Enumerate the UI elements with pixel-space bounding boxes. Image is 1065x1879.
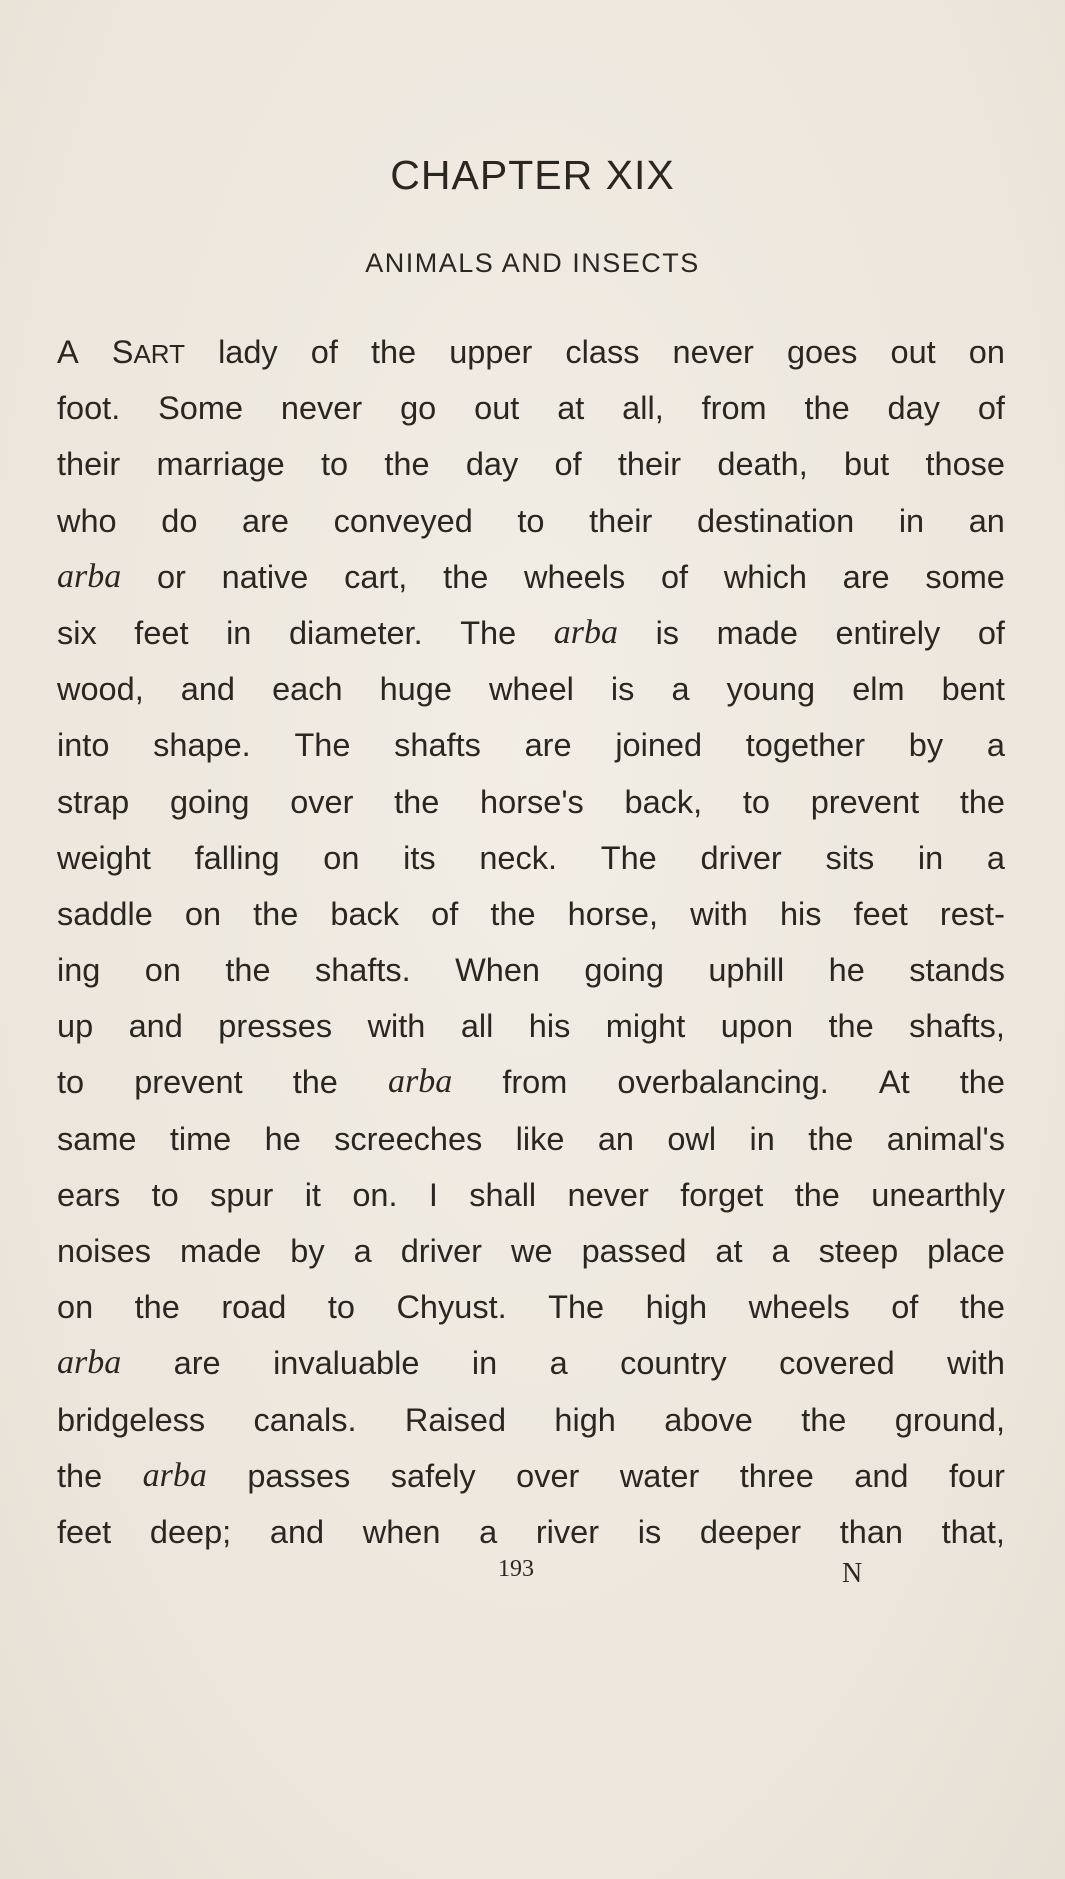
word: time [169,1120,232,1157]
word: on [323,839,360,876]
word: are [842,558,890,595]
word: the [801,1401,847,1438]
word: shape. [153,727,251,764]
word: the [394,783,440,820]
text-line [57,1504,1005,1560]
word: passed [581,1233,687,1269]
text-line [57,324,1005,380]
word: the [253,895,299,932]
word: some [925,558,1005,595]
word: with [367,1008,426,1045]
word: going [169,783,250,820]
word: destination [696,502,855,539]
word: The [294,727,351,764]
word: the [959,1064,1005,1101]
text-line [57,998,1005,1054]
word: the [804,390,850,427]
chapter-title: CHAPTER XIX [390,152,675,198]
word: on [968,334,1005,370]
word: the [384,446,430,483]
word: bent [941,671,1005,708]
word: from [502,1064,568,1101]
word: sits [825,839,875,876]
word: driver [400,1233,483,1269]
word: never [672,334,754,370]
word: of [431,895,459,932]
word: prevent [134,1064,243,1101]
signature-mark: N [842,1558,863,1589]
word: same [57,1120,137,1157]
word: is [655,614,680,651]
word: shafts [394,727,481,764]
italic-word: arba [387,1063,453,1101]
word: At [878,1064,910,1101]
word: we [511,1233,553,1269]
word: a [771,1233,790,1269]
word: horse, [567,895,658,932]
word: animal's [886,1120,1005,1157]
text-line [57,493,1005,549]
word: strap [57,783,130,820]
word: who [57,502,117,539]
word: young [726,671,816,708]
word: on [57,1289,94,1326]
word: never [567,1176,649,1213]
word: deeper [699,1513,802,1550]
word: horse's [480,783,584,820]
word: canals. [253,1401,357,1438]
word: their [589,502,653,539]
word: saddle [57,895,153,932]
word: The [600,839,657,876]
word: in [749,1120,775,1157]
word: his [528,1008,571,1045]
word: I [428,1176,438,1213]
word: by [290,1233,325,1269]
word: out [474,390,520,427]
word: elm [852,671,905,708]
word: but [844,446,890,483]
word: road [221,1289,287,1326]
word: going [584,952,664,989]
word: a [671,671,690,708]
text-line [57,380,1005,436]
word: four [948,1457,1005,1494]
word: wheels [524,558,626,595]
word: river [535,1513,600,1550]
word: all [460,1008,494,1045]
word: he [828,952,865,989]
text-line [57,1111,1005,1167]
word: the [134,1289,180,1326]
word: invaluable [273,1345,420,1382]
word: the [794,1176,840,1213]
word: of [310,334,338,370]
word: upper [449,334,533,370]
word: of [977,614,1005,651]
word: made [179,1233,262,1269]
word: when [362,1513,441,1550]
word: ground, [894,1401,1005,1438]
body-paragraph [57,324,1005,1560]
text-line [57,1279,1005,1335]
word: a [986,727,1005,764]
word: are [524,727,572,764]
word: back, [624,783,703,820]
text-line [57,717,1005,773]
text-line [57,1448,1005,1504]
word: do [161,502,198,539]
word: The [548,1289,605,1326]
word: a [549,1345,568,1382]
text-line [57,1335,1005,1391]
word: death, [717,446,808,483]
word: a [479,1513,498,1550]
word: SART [111,334,185,370]
word: ears [57,1176,121,1213]
word: conveyed [333,502,473,539]
word: above [664,1401,753,1438]
word: which [723,558,807,595]
word: into [57,727,110,764]
word: the [828,1008,874,1045]
word: he [264,1120,301,1157]
word: cart, [344,558,408,595]
word: six [57,614,97,651]
word: unearthly [871,1176,1005,1213]
word: and [180,671,236,708]
word: or [156,558,186,595]
text-line [57,1167,1005,1223]
word: neck. [479,839,558,876]
word: the [443,558,489,595]
word: water [619,1457,700,1494]
word: to [151,1176,179,1213]
word: their [617,446,682,483]
text-line [57,1054,1005,1110]
word: feet [853,895,908,932]
word: foot. [57,390,121,427]
word: Chyust. [396,1289,507,1326]
word: uphill [708,952,785,989]
word: three [739,1457,814,1494]
word: Raised [404,1401,507,1438]
word: at [557,390,585,427]
word: presses [218,1008,333,1045]
word: marriage [156,446,285,483]
italic-word: arba [142,1456,207,1494]
word: the [490,895,536,932]
word: screeches [334,1120,483,1157]
text-line [57,549,1005,605]
word: A [57,334,79,370]
word: the [225,952,271,989]
word: owl [667,1120,717,1157]
word: the [370,334,417,370]
word: passes [247,1457,351,1494]
word: Some [158,390,244,427]
word: up [57,1008,94,1045]
text-line [57,605,1005,661]
word: all, [622,390,664,427]
text-line [57,942,1005,998]
text-line [57,1392,1005,1448]
word: in [471,1345,498,1382]
word: feet [134,614,189,651]
word: huge [379,671,452,708]
word: country [620,1345,727,1382]
word: to [517,502,545,539]
word: weight [57,839,151,876]
word: deep; [149,1513,232,1550]
page-number: 193 [498,1556,534,1582]
word: falling [194,839,280,876]
word: noises [57,1233,151,1269]
word: with [947,1345,1005,1382]
word: and [128,1008,183,1045]
word: upon [720,1008,794,1045]
word: a [353,1233,372,1269]
word: go [400,390,437,427]
word: to [57,1064,85,1101]
word: spur [210,1176,274,1213]
word: the [959,783,1005,820]
word: to [327,1289,355,1326]
word: day [465,446,519,483]
word: wheel [488,671,574,708]
word: When [455,952,540,989]
word: to [321,446,349,483]
word: bridgeless [57,1401,206,1438]
italic-word: arba [57,557,122,595]
word: out [890,334,936,370]
word: place [927,1233,1005,1269]
word: the [292,1064,338,1101]
italic-word: arba [553,613,618,651]
word: an [968,502,1005,539]
word: with [690,895,748,932]
word: each [272,671,343,708]
word: his [779,895,822,932]
word: are [242,502,290,539]
word: like [515,1120,565,1157]
text-line [57,774,1005,830]
word: shafts, [909,1008,1005,1045]
word: might [605,1008,686,1045]
word: entirely [835,614,941,651]
italic-word: arba [57,1344,122,1382]
word: are [173,1345,221,1382]
word: the [959,1289,1005,1326]
word: high [554,1401,616,1438]
word: covered [779,1345,895,1382]
section-title: ANIMALS AND INSECTS [365,248,700,278]
word: the [57,1457,103,1494]
word: feet [57,1513,112,1550]
text-line [57,1223,1005,1279]
word: in [898,502,925,539]
word: their [57,446,121,483]
word: a [986,839,1005,876]
word: prevent [810,783,920,820]
word: goes [786,334,858,370]
text-line [57,661,1005,717]
word: class [565,334,640,370]
word: to [742,783,770,820]
word: those [925,446,1005,483]
word: of [977,390,1005,427]
word: together [745,727,866,764]
word: of [891,1289,919,1326]
word: safely [390,1457,476,1494]
word: the [808,1120,854,1157]
word: rest- [939,895,1005,932]
word: from [701,390,767,427]
word: in [226,614,252,651]
word: steep [818,1233,899,1269]
word: The [460,614,517,651]
word: of [554,446,582,483]
word: native [221,558,309,595]
word: lady [218,334,278,370]
word: wheels [748,1289,850,1326]
word: wood, [57,671,144,708]
word: high [645,1289,708,1326]
word: ing [57,952,101,989]
word: diameter. [288,614,423,651]
word: driver [700,839,782,876]
word: is [610,671,635,708]
word: and [854,1457,909,1494]
word: on [144,952,181,989]
word: it [304,1176,321,1213]
word: than [839,1513,903,1550]
word: of [660,558,689,595]
word: that, [941,1513,1005,1550]
word: at [715,1233,743,1269]
word: an [597,1120,634,1157]
text-line [57,830,1005,886]
word: on. [352,1176,398,1213]
word: day [887,390,940,427]
word: stands [909,952,1005,989]
word: over [290,783,354,820]
word: its [403,839,436,876]
text-line [57,886,1005,942]
word: never [280,390,363,427]
word: shall [469,1176,537,1213]
word: in [917,839,944,876]
word: over [516,1457,580,1494]
word: and [269,1513,325,1550]
word: shafts. [314,952,411,989]
word: by [908,727,944,764]
word: overbalancing. [617,1064,829,1101]
word: is [637,1513,662,1550]
word: joined [615,727,703,764]
word: forget [680,1176,764,1213]
word: made [716,614,798,651]
text-line [57,436,1005,492]
word: on [184,895,222,932]
word: back [330,895,400,932]
